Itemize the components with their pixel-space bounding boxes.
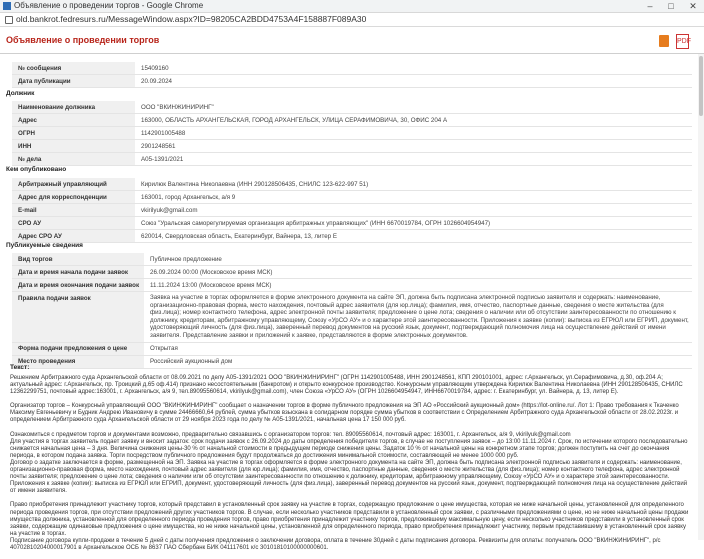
- message-table: [12, 62, 692, 88]
- page-scrollbar[interactable]: [698, 54, 704, 540]
- debtor-address-value: 163000, ОБЛАСТЬ АРХАНГЕЛЬСКАЯ, ГОРОД АРХАНГЕЛЬСК, УЛИЦА СЕРАФИМОВИЧА, 30, ОФИС 204 А: [135, 114, 692, 127]
- correspondence-address-value: 163001, город Архангельск, а/я 9: [135, 191, 692, 204]
- debtor-inn-value: 2901248561: [135, 140, 692, 153]
- text-paragraph: Решением Арбитражного суда Архангельской области от 08.09.2021 по делу А05-1391/2021 ООО "ВКИНЖИНИРИНГ" (ОГРН 1142901005488, ИНН 2901248561, КПП 290101001, адрес: г.Архангельск, ул.Серафимовича, д.30, оф.204 А; актуальный адрес: г.Архангельск, пр. Троицкий д.65 оф.414) признано несостоятельным (банкротом) и открыто конкурсное производство. Конкурсным управляющим утверждена Кирилюк Валентина Николаевна (ИНН 290128506435, СНИЛС 12362299751, почтовый адрес:163001, г. Архангельск, а/я 9, тел.89095560614, vkirilyuk@gmail.com), член Союза «УрСО АУ» (ОГРН 1026604954947, ИНН6670019784, адрес: г. Екатеринбург, ул. Вайнера, д. 13, литер Е).: [10, 375, 683, 396]
- publication-date-label: Дата публикации: [12, 75, 135, 88]
- auction-section-title: Публикуемые сведения: [6, 242, 83, 249]
- publisher-section-title: Кем опубликовано: [6, 166, 67, 173]
- debtor-ogrn-value: 1142901005488: [135, 127, 692, 140]
- sro-label: СРО АУ: [12, 217, 135, 230]
- text-paragraph: Ознакомиться с предметом торгов и документами возможно, предварительно связавшись с организатором торгов: тел. 89095560614, почтовый адрес: 163001, г. Архангельск, а/я 9, vkirilyuk@gmail.com Для участия в торгах заявитель подает заявку и вносит задаток: срок подачи заявок с 26.09.2024 до даты определения победителя торгов, в случае не поступления заявок – до 13:00 11.11.2024 г. Срок, по истечении которого последовательно снижается начальная цена – 3 дня. Величина снижения цены-30 % от начальной стоимости в предыдущем периоде снижения цены. Задаток 10 % от начальной цены на конкретном этапе торгов; должен поступить на счет до окончания периода, в котором подана заявка. Торги посредством публичного предложения будут продолжаться до достижения минимальной стоимости, составляющей не менее 1000 000 руб. Договор о задатке заключается в форме, размещенной на ЭП. Заявка на участие в торгах оформляется в форме электронного документа на сайте ЭП, должна быть подписана электронной подписью заявителя и содержать: наименование, организационно-правовая форма, место нахождения, почтовый адрес заявителя (для юр.лица); фамилия, имя, отчество, паспортные данные, сведения о месте жительства (для физ.лица); номер контактного телефона, адрес электронной почты заявителя; предложение о цене лота; сведения о наличии или об отсутствии заинтересованности по отношению к должнику, кредиторам, арбитражному управляющему, Союзу «УрСО АУ» и о характере этой заинтересованности. Приложения к заявке (копии): выписка из ЕГРЮЛ или ЕГРИП, документ, удостоверяющий личность (для физ.лица), заверенный перевод документов на русский язык, документ, подтверждающий полномочия лица на осуществление действий от имени заявителя.: [10, 431, 688, 495]
- sro-address-label: Адрес СРО АУ: [12, 230, 135, 243]
- debtor-ogrn-label: ОГРН: [12, 127, 135, 140]
- debtor-section-title: Должник: [6, 90, 35, 97]
- table-row: [12, 279, 692, 292]
- table-row: [12, 153, 692, 166]
- price-form-label: Форма подачи предложения о цене: [12, 342, 144, 355]
- text-section-title: Текст:: [10, 364, 30, 371]
- case-number-value: А05-1391/2021: [135, 153, 692, 166]
- maximize-button[interactable]: □: [668, 1, 674, 11]
- table-row: [12, 292, 692, 343]
- window-titlebar: [0, 0, 704, 13]
- debtor-name-value: ООО "ВКИНЖИНИРИНГ": [135, 101, 692, 114]
- email-value: vkirilyuk@gmail.com: [135, 204, 692, 217]
- window-title: Объявление о проведении торгов - Google Chrome: [14, 1, 204, 10]
- table-row: [12, 342, 692, 355]
- table-row: [12, 75, 692, 88]
- email-label: E-mail: [12, 204, 135, 217]
- address-bar[interactable]: [0, 13, 704, 27]
- table-row: [12, 101, 692, 114]
- end-date-label: Дата и время окончания подачи заявок: [12, 279, 144, 292]
- manager-label: Арбитражный управляющий: [12, 178, 135, 191]
- table-row: [12, 62, 692, 75]
- url-text[interactable]: old.bankrot.fedresurs.ru/MessageWindow.aspx?ID=98205CA2BDD4753A4F158887F089A30: [16, 14, 367, 24]
- page-header: [0, 27, 704, 54]
- rules-value: Заявка на участие в торгах оформляется в форме электронного документа на сайте ЭП, должна быть подписана электронной подписью заявителя и содержать: наименование, организационно-правовая форма, место нахождения, почтовый адрес заявителя (для юр.лица); фамилия, имя, отчество, паспортные данные, сведения о месте жительства (для физ.лица); номер контактного телефона, адрес электронной почты заявителя; предложение о цене лота; сведения о наличии или об отсутствии заинтересованности по отношению к должнику, кредиторам, арбитражному управляющему, Союзу «УрСО АУ» и о характере этой заинтересованности. Приложения к заявке (копии): выписка из ЕГРЮЛ или ЕГРИП, документ, удостоверяющий личность (для физ.лица), заверенный перевод документов на русский язык, документ, подтверждающий полномочия лица на осуществление действий от имени заявителя. Представление заявки и приложений к заявке, представляются в форме электронных документов.: [144, 292, 692, 343]
- venue-label: Место проведения: [12, 355, 144, 368]
- message-number-value: 15409160: [135, 62, 692, 75]
- message-number-label: № сообщения: [12, 62, 135, 75]
- close-button[interactable]: ✕: [689, 1, 697, 11]
- rules-label: Правила подачи заявок: [12, 292, 144, 343]
- table-row: [12, 204, 692, 217]
- scrollbar-thumb[interactable]: [699, 56, 703, 116]
- table-row: [12, 230, 692, 243]
- end-date-value: 11.11.2024 13:00 (Московское время МСК): [144, 279, 692, 292]
- auction-type-value: Публичное предложение: [144, 253, 692, 266]
- table-row: [12, 253, 692, 266]
- table-row: [12, 114, 692, 127]
- debtor-address-label: Адрес: [12, 114, 135, 127]
- table-row: [12, 355, 692, 368]
- publication-date-value: 20.09.2024: [135, 75, 692, 88]
- table-row: [12, 217, 692, 230]
- start-date-value: 26.09.2024 00:00 (Московское время МСК): [144, 266, 692, 279]
- table-row: [12, 127, 692, 140]
- price-form-value: Открытая: [144, 342, 692, 355]
- table-row: [12, 191, 692, 204]
- correspondence-address-label: Адрес для корреспонденции: [12, 191, 135, 204]
- table-row: [12, 140, 692, 153]
- sro-address-value: 620014, Свердловская область, Екатеринбург, Вайнера, 13, литер Е: [135, 230, 692, 243]
- browser-icon: [3, 2, 11, 10]
- publisher-table: [12, 178, 692, 243]
- minimize-button[interactable]: –: [647, 1, 653, 11]
- sro-value: Союз "Уральская саморегулируемая организация арбитражных управляющих" (ИНН 6670019784, ОГРН 1026604954947): [135, 217, 692, 230]
- debtor-table: [12, 101, 692, 166]
- pdf-icon[interactable]: PDF: [676, 34, 689, 49]
- start-date-label: Дата и время начала подачи заявок: [12, 266, 144, 279]
- announcement-text: [10, 375, 690, 559]
- page-title: Объявление о проведении торгов: [6, 35, 160, 45]
- table-row: [12, 266, 692, 279]
- case-number-label: № дела: [12, 153, 135, 166]
- auction-table: [12, 253, 692, 369]
- debtor-name-label: Наименование должника: [12, 101, 135, 114]
- print-icon[interactable]: [659, 35, 669, 47]
- venue-value: Российский аукционный дом: [144, 355, 692, 368]
- lock-icon: [5, 16, 13, 24]
- text-paragraph: Организатор торгов – Конкурсный управляющий ООО "ВКИНЖИНИРИНГ" сообщает о назначении торгов в форме публичного предложения на ЭП АО «Российский аукционный дом» (https://lot-online.ru/. Лот 1: Право требования к Ткаченко Максиму Евгеньевичу и Будник Андрею Ивановичу в сумме 24466660,64 рублей, сумма убытков взыскана в солидарном порядке сумма убытков в соответствии с Определением Арбитражного суда Архангельской области от 28.02.2023г. и определением Арбитражного суда Архангельской области от 29 ноября 2023 года по делу № А05-1391/2021, начальная цена 17 150 000 руб.: [10, 403, 679, 424]
- text-paragraph: Право приобретения принадлежит участнику торгов, который представил в установленный срок заявку на участие в торгах, содержащую предложение о цене имущества, которая не ниже начальной цены, установленной для определенного периода проведения торгов, при отсутствии предложений других участников торгов. В случае, если несколько участников представили в установленный срок заявки, с различными предложениями о цене, но не ниже начальной цены продажи имущества должника, установленной для определенного периода проведения торгов, право приобретения принадлежит участнику торгов, предложившему максимальную цену, если несколько участников представили в установленный срок заявки, содержащие одинаковые предложения о цене имущества, но не ниже начальной цены, установленной для определенного периода, право приобретения принадлежит участнику, первым представившему в установленный срок заявку на участие в торгах. Подписание договора купли-продажи в течение 5 дней с даты получения предложения о заключении договора, оплата в течение 30дней с даты подписания договора. Реквизиты для оплаты: получатель ООО "ВКИНЖИНИРИНГ", р/с 40702810204000017901 в Архангельское ОСБ № 8637 ПАО Сбербанк БИК 041117601 к/с 30101810100000000601.: [10, 502, 689, 551]
- auction-type-label: Вид торгов: [12, 253, 144, 266]
- table-row: [12, 178, 692, 191]
- manager-value: Кирилюк Валентина Николаевна (ИНН 290128506435, СНИЛС 123-622-997 51): [135, 178, 692, 191]
- debtor-inn-label: ИНН: [12, 140, 135, 153]
